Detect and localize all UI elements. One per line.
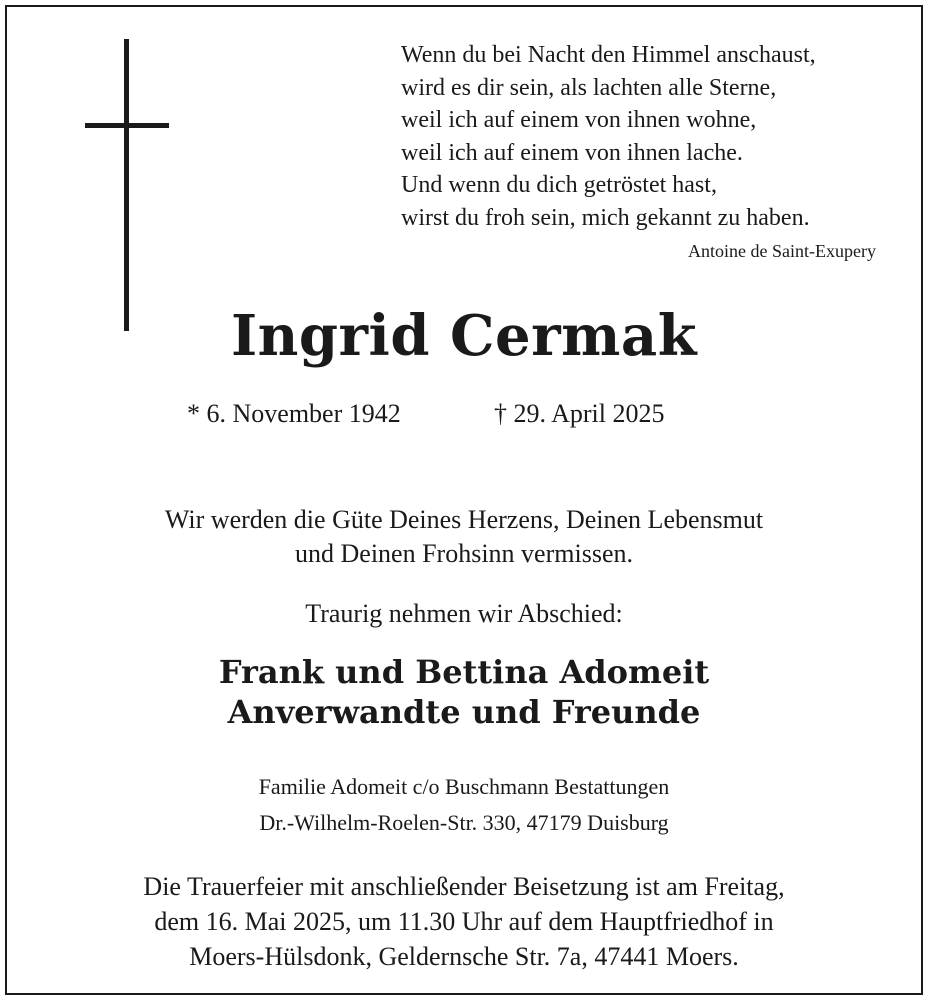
tribute-line: und Deinen Frohsinn vermissen. xyxy=(295,539,633,568)
poem xyxy=(401,39,901,234)
cross-vertical-bar xyxy=(124,39,129,331)
contact-line: Dr.-Wilhelm-Roelen-Str. 330, 47179 Duisburg xyxy=(259,810,669,835)
contact-line: Familie Adomeit c/o Buschmann Bestattungen xyxy=(258,774,670,799)
poem-author: Antoine de Saint-Exupery xyxy=(688,241,876,261)
cross-icon xyxy=(85,39,169,331)
birth-date: * 6. November 1942 xyxy=(187,399,401,428)
ceremony-line: Die Trauerfeier mit anschließender Beisetzung ist am Freitag, xyxy=(143,872,785,901)
tribute-text xyxy=(7,503,921,571)
obituary-notice xyxy=(5,5,923,995)
poem-line: wird es dir sein, als lachten alle Sterne, xyxy=(401,74,777,101)
poem-line: wirst du froh sein, mich gekannt zu haben. xyxy=(401,204,810,231)
poem-line: Wenn du bei Nacht den Himmel anschaust, xyxy=(401,42,816,68)
mourners-line: Frank und Bettina Adomeit xyxy=(218,653,710,691)
poem-line: weil ich auf einem von ihnen wohne, xyxy=(401,107,757,133)
poem-line: weil ich auf einem von ihnen lache. xyxy=(401,139,743,166)
mourners-line: Anverwandte und Freunde xyxy=(227,693,701,731)
tribute-line: Wir werden die Güte Deines Herzens, Deinen Lebensmut xyxy=(164,505,764,534)
death-date: † 29. April 2025 xyxy=(494,399,665,428)
poem-line: Und wenn du dich getröstet hast, xyxy=(401,172,717,198)
ceremony-info xyxy=(7,869,921,974)
ceremony-line: dem 16. Mai 2025, um 11.30 Uhr auf dem Hauptfriedhof in xyxy=(154,907,774,936)
contact-address xyxy=(7,769,921,841)
ceremony-line: Moers-Hülsdonk, Geldernsche Str. 7a, 47441 Moers. xyxy=(189,942,739,971)
farewell-text: Traurig nehmen wir Abschied: xyxy=(305,599,623,628)
mourners xyxy=(7,652,921,732)
deceased-name: Ingrid Cermak xyxy=(230,303,698,369)
cross-horizontal-bar xyxy=(85,123,169,128)
